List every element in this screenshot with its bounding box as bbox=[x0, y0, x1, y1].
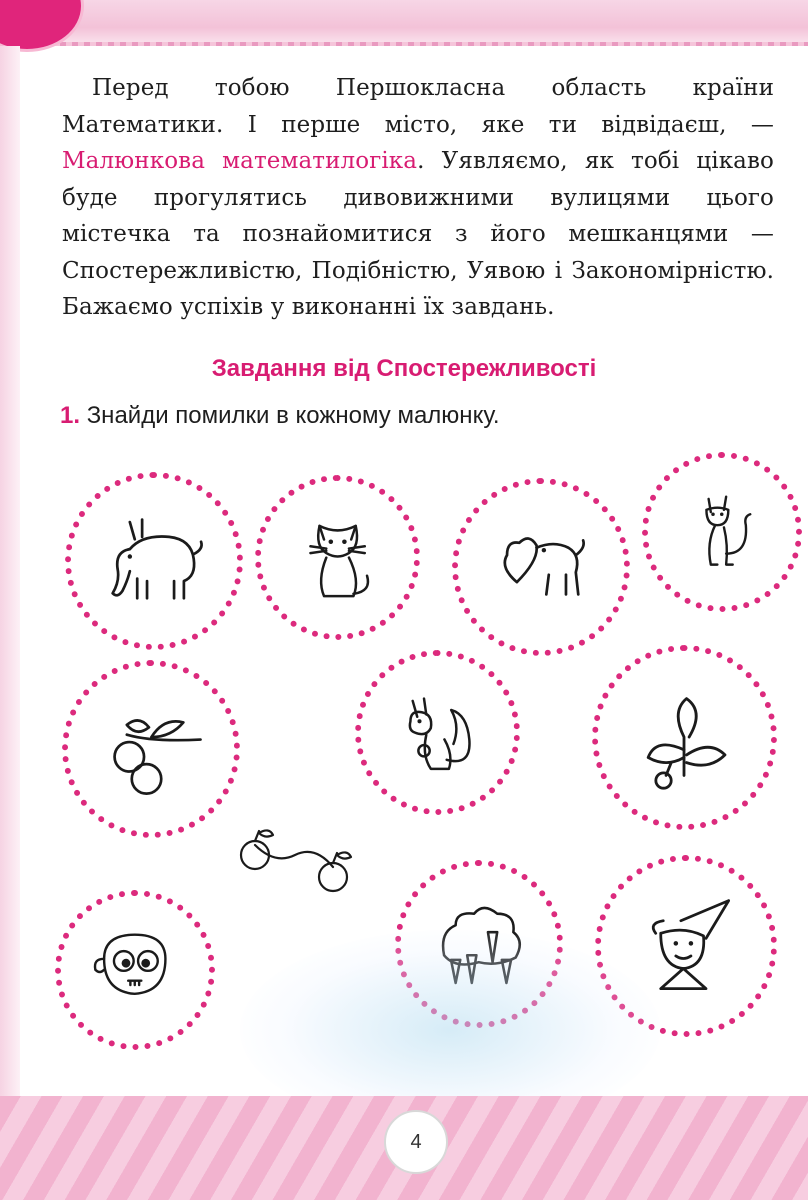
picture-2[interactable] bbox=[255, 475, 420, 640]
left-margin-decor bbox=[0, 46, 20, 1096]
picture-4[interactable] bbox=[642, 452, 802, 612]
task-1 bbox=[60, 402, 500, 430]
section-title: Завдання від Спостережливості bbox=[211, 355, 597, 382]
picture-7[interactable] bbox=[592, 645, 777, 830]
top-decor-band bbox=[0, 0, 808, 46]
page-number-badge bbox=[384, 1110, 448, 1174]
intro-lead: Перед тобою Першокласна область країни Математики. І перше місто, яке ти відвідаєш, — bbox=[62, 75, 774, 138]
picture-9[interactable] bbox=[55, 890, 215, 1050]
apple-branch-icon bbox=[90, 688, 213, 811]
intro-paragraph bbox=[62, 70, 774, 326]
picture-8[interactable] bbox=[215, 815, 370, 895]
picture-5[interactable] bbox=[62, 660, 240, 838]
squirrel-icon bbox=[381, 676, 494, 789]
picture-3[interactable] bbox=[452, 478, 630, 656]
task-number: 1. bbox=[60, 402, 81, 429]
picture-6[interactable] bbox=[355, 650, 520, 815]
intro-highlight: Малюнкова математилогіка bbox=[62, 148, 418, 174]
page-number: 4 bbox=[410, 1130, 422, 1153]
task-text: Знайди помилки в кожному малюнку. bbox=[86, 402, 500, 429]
cat-standing-icon bbox=[667, 477, 777, 587]
strawberry-plant-icon bbox=[620, 673, 748, 801]
picture-1[interactable] bbox=[65, 472, 243, 650]
apples-on-stem-icon bbox=[215, 815, 370, 895]
cat-sitting-icon bbox=[281, 501, 394, 614]
dog-heart-icon bbox=[480, 506, 603, 629]
monkey-face-icon bbox=[80, 915, 190, 1025]
elephant-pig-icon bbox=[93, 500, 216, 623]
intro-rest: . Уявляємо, як тобі цікаво буде прогулятись дивовижними вулицями цього містечка та познайомитися з його мешканцями — Спостережливістю, Подібністю, Уявою і Закономірністю. Бажаємо успіхів у виконанні їх завдань. bbox=[62, 148, 774, 320]
